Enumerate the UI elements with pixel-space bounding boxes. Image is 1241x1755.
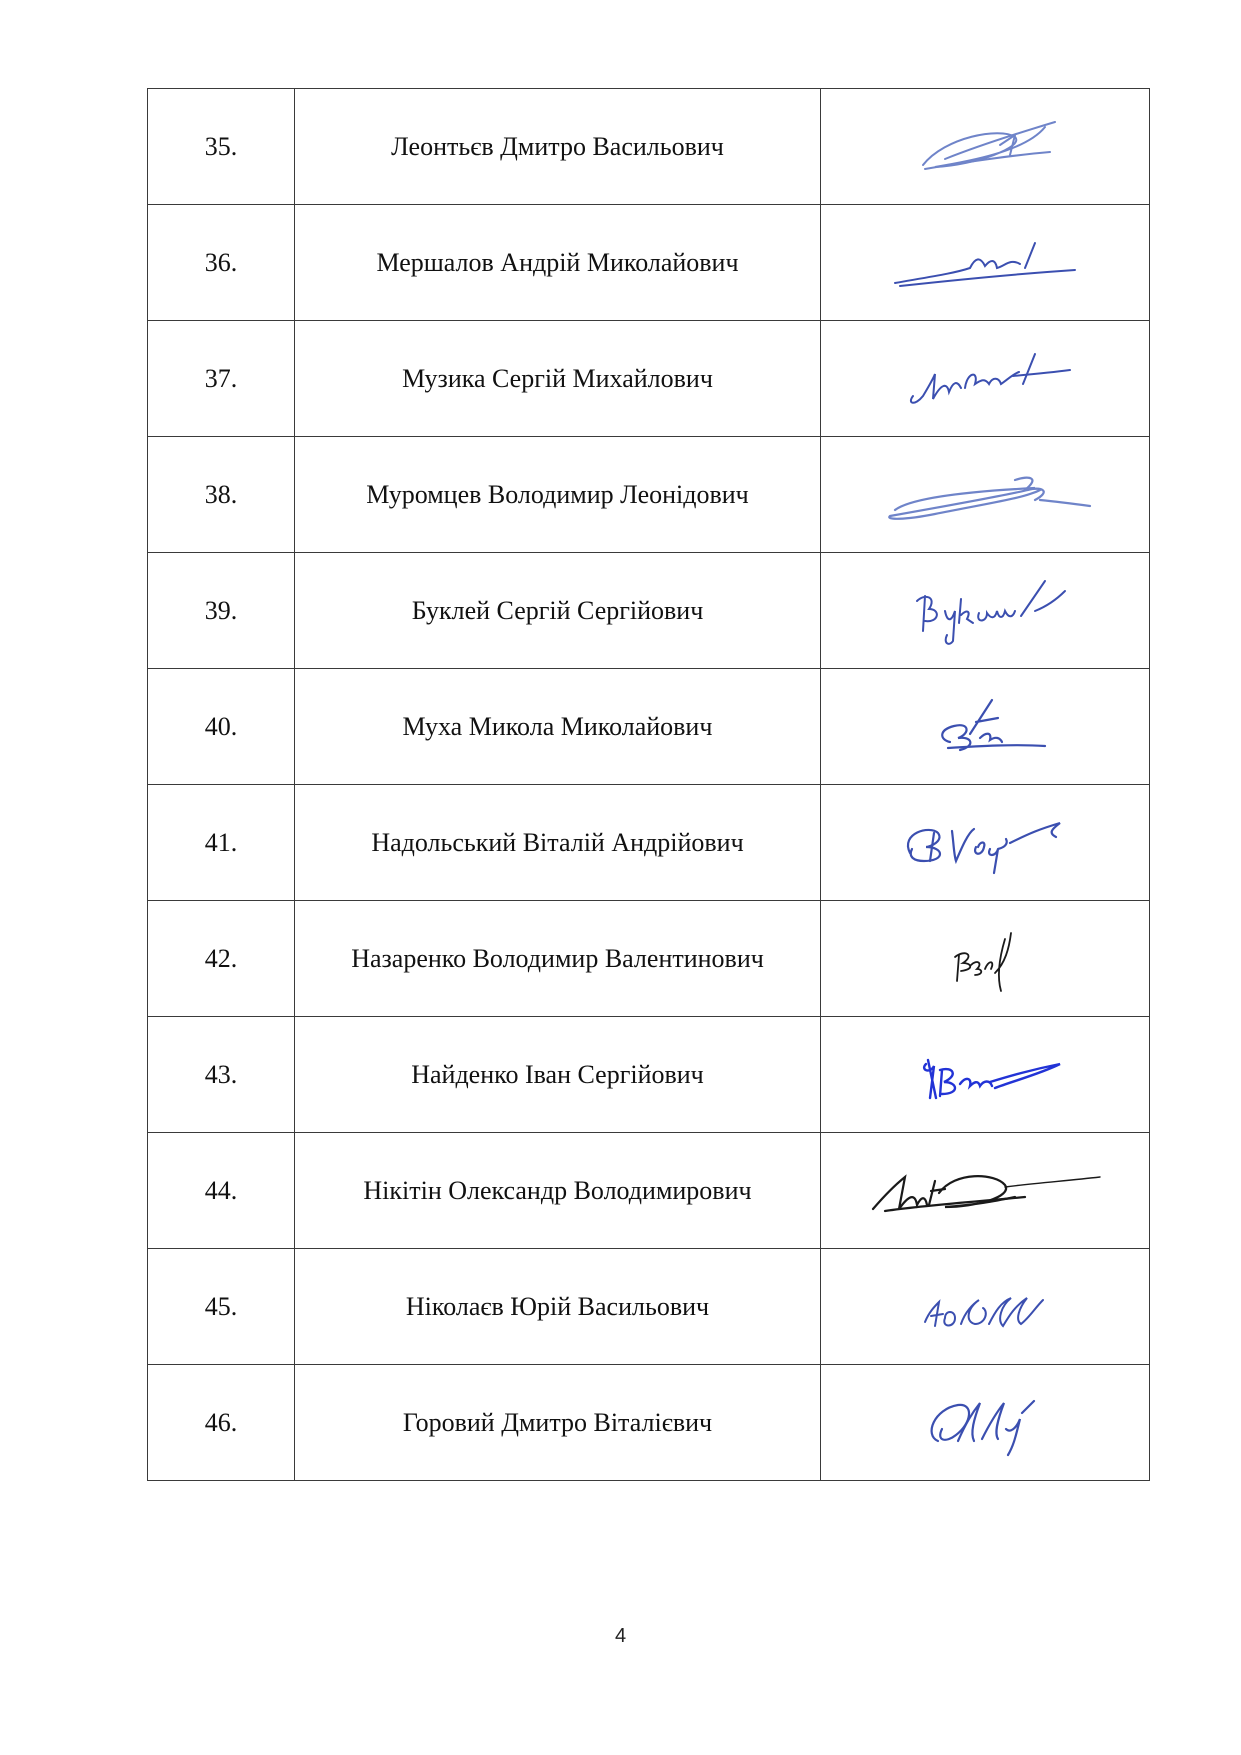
signature-image [910, 1383, 1060, 1463]
signature-cell [821, 669, 1150, 785]
table-row [148, 1249, 1150, 1365]
member-name: Назаренко Володимир Валентинович [295, 901, 821, 1017]
signature-cell [821, 1017, 1150, 1133]
signature-image [925, 919, 1045, 999]
signature-image [895, 344, 1075, 414]
signature-table [147, 88, 1150, 1481]
table-row [148, 89, 1150, 205]
page-number: 4 [614, 1625, 627, 1647]
table-row [148, 901, 1150, 1017]
member-name: Муха Микола Миколайович [295, 669, 821, 785]
row-number: 37. [148, 321, 295, 437]
signature-cell [821, 1365, 1150, 1481]
row-number: 39. [148, 553, 295, 669]
table-row [148, 1365, 1150, 1481]
table-row [148, 1133, 1150, 1249]
row-number: 46. [148, 1365, 295, 1481]
table-row [148, 669, 1150, 785]
signature-cell [821, 437, 1150, 553]
signature-image [865, 1151, 1105, 1231]
member-name: Мершалов Андрій Миколайович [295, 205, 821, 321]
signature-cell [821, 1249, 1150, 1365]
member-name: Нікітін Олександр Володимирович [295, 1133, 821, 1249]
table-row [148, 321, 1150, 437]
signature-image [885, 228, 1085, 298]
signature-cell [821, 205, 1150, 321]
table-row [148, 785, 1150, 901]
signature-cell [821, 553, 1150, 669]
signature-cell [821, 901, 1150, 1017]
signature-image [905, 107, 1065, 187]
member-name: Музика Сергій Михайлович [295, 321, 821, 437]
member-name: Буклей Сергій Сергійович [295, 553, 821, 669]
table-row [148, 553, 1150, 669]
table-row [148, 205, 1150, 321]
signature-image [900, 1040, 1070, 1110]
member-name: Надольський Віталій Андрійович [295, 785, 821, 901]
table-row [148, 1017, 1150, 1133]
member-name: Горовий Дмитро Віталієвич [295, 1365, 821, 1481]
row-number: 45. [148, 1249, 295, 1365]
row-number: 42. [148, 901, 295, 1017]
member-name: Леонтьєв Дмитро Васильович [295, 89, 821, 205]
member-name: Ніколаєв Юрій Васильович [295, 1249, 821, 1365]
member-name: Найденко Іван Сергійович [295, 1017, 821, 1133]
signature-image [895, 571, 1075, 651]
signature-image [875, 460, 1095, 530]
row-number: 35. [148, 89, 295, 205]
signature-cell [821, 321, 1150, 437]
signature-image [890, 803, 1080, 883]
row-number: 44. [148, 1133, 295, 1249]
row-number: 41. [148, 785, 295, 901]
row-number: 36. [148, 205, 295, 321]
signature-image [905, 1272, 1065, 1342]
signature-cell [821, 89, 1150, 205]
row-number: 40. [148, 669, 295, 785]
signature-image [920, 692, 1050, 762]
row-number: 43. [148, 1017, 295, 1133]
member-name: Муромцев Володимир Леонідович [295, 437, 821, 553]
signature-cell [821, 785, 1150, 901]
table-row [148, 437, 1150, 553]
row-number: 38. [148, 437, 295, 553]
signature-cell [821, 1133, 1150, 1249]
